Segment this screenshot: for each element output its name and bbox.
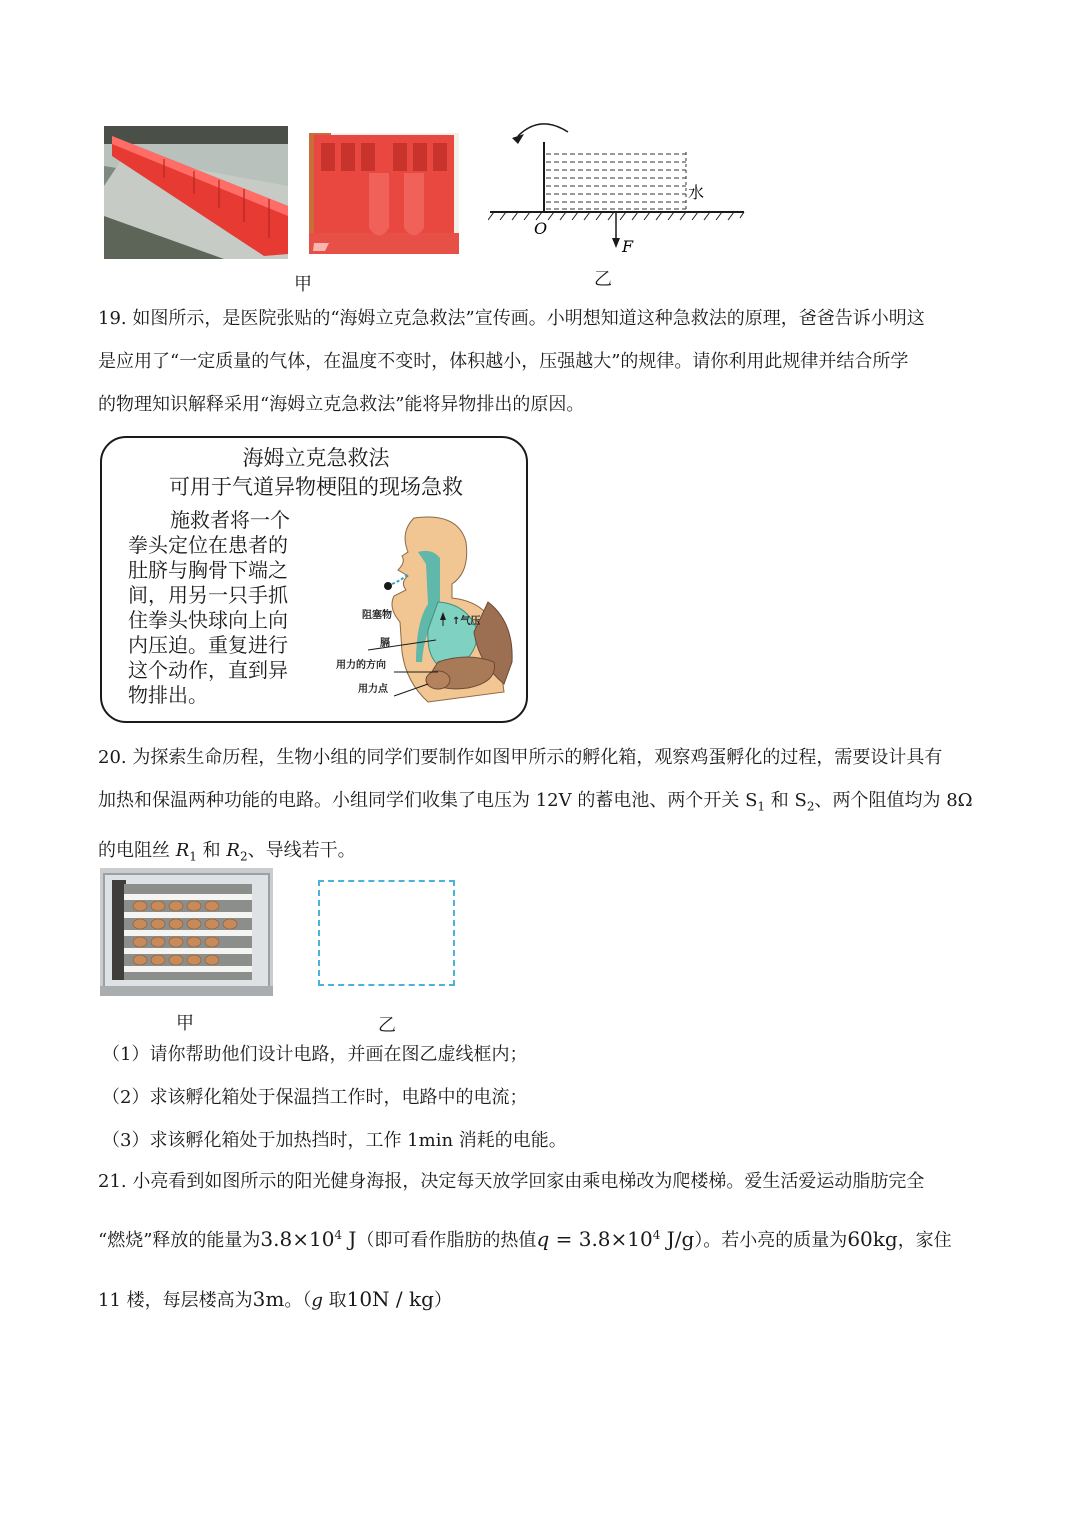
q19-line-3: 的物理知识解释采用“海姆立克急救法”能将异物排出的原因。 (98, 394, 585, 415)
q20-line-2: 加热和保温两种功能的电路。小组同学们收集了电压为 12V 的蓄电池、两个开关 $S_1$ 和 $S_2$、两个阻值均为 8Ω (98, 790, 973, 814)
circuit-design-box[interactable] (318, 880, 455, 986)
poster-subtitle: 可用于气道异物梗阻的现场急救 (169, 475, 463, 499)
q19-line-2: 是应用了“一定质量的气体，在温度不变时，体积越小，压强越大”的规律。请你利用此规律并结合所学 (98, 351, 909, 372)
force-label: F (622, 237, 634, 256)
water-region (546, 154, 686, 209)
q20-line-3: 的电阻丝 $R_1$ 和 $R_2$、导线若干。 (98, 839, 356, 864)
label-air-pressure: ↑气压 (452, 616, 481, 627)
water-label: 水 (688, 183, 705, 202)
heimlich-poster (100, 436, 528, 723)
q20-sub-3: （3）求该孵化箱处于加热挡时，工作 1min 消耗的电能。 (102, 1130, 567, 1151)
question-21 (98, 1160, 988, 1327)
poster-labels (328, 512, 524, 712)
pivot-label: O (534, 219, 548, 238)
q20-sub-questions (102, 1033, 992, 1162)
incubator-photo (100, 868, 273, 996)
flood-barrier-photo (104, 126, 288, 259)
q20-sub-1: （1）请你帮助他们设计电路，并画在图乙虚线框内； (102, 1044, 528, 1065)
fig20-caption-yi: 乙 (378, 1015, 396, 1036)
q21-line-1: 21. 小亮看到如图所示的阳光健身海报，决定每天放学回家由乘电梯改为爬楼梯。爱生活爱运动脂肪完全 (98, 1171, 925, 1192)
question-20 (98, 736, 988, 878)
question-19 (98, 297, 988, 426)
fig18-caption-yi: 乙 (594, 269, 612, 290)
q20-sub-2: （2）求该孵化箱处于保温挡工作时，电路中的电流； (102, 1087, 528, 1108)
fig20-caption-jia: 甲 (176, 1013, 194, 1034)
poster-title: 海姆立克急救法 (242, 446, 390, 470)
fig18-caption-jia: 甲 (294, 274, 312, 295)
label-force-point: 用力点 (358, 684, 388, 695)
label-diaphragm: 膈 (380, 638, 390, 649)
q19-line-1: 19. 如图所示，是医院张贴的“海姆立克急救法”宣传画。小明想知道这种急救法的原理，爸爸告诉小明这 (98, 308, 925, 329)
poster-text: 施救者将一个 拳头定位在患者的 肚脐与胸骨下端之 间，用另一只手抓 住拳头快球向上向 内压迫。重复进行 这个动作，直到异 物排出。 (128, 508, 290, 707)
q21-line-3: 11 楼，每层楼高为3m。（g 取10N / kg） (98, 1287, 452, 1311)
rotation-arrow (518, 124, 568, 136)
q21-line-2: “燃烧”释放的能量为$3.8\times 10^4$ J（即可看作脂肪的热值$q = 3.8\times 10^4$ J/g）。若小亮的质量为60kg，家住 (98, 1227, 952, 1251)
label-obstruction: 阻塞物 (362, 610, 392, 621)
barrier-module-photo (309, 133, 459, 254)
barrier-lever-diagram (488, 118, 750, 258)
q20-line-1: 20. 为探索生命历程，生物小组的同学们要制作如图甲所示的孵化箱，观察鸡蛋孵化的过程，需要设计具有 (98, 747, 943, 768)
label-force-direction: 用力的方向 (336, 660, 386, 671)
